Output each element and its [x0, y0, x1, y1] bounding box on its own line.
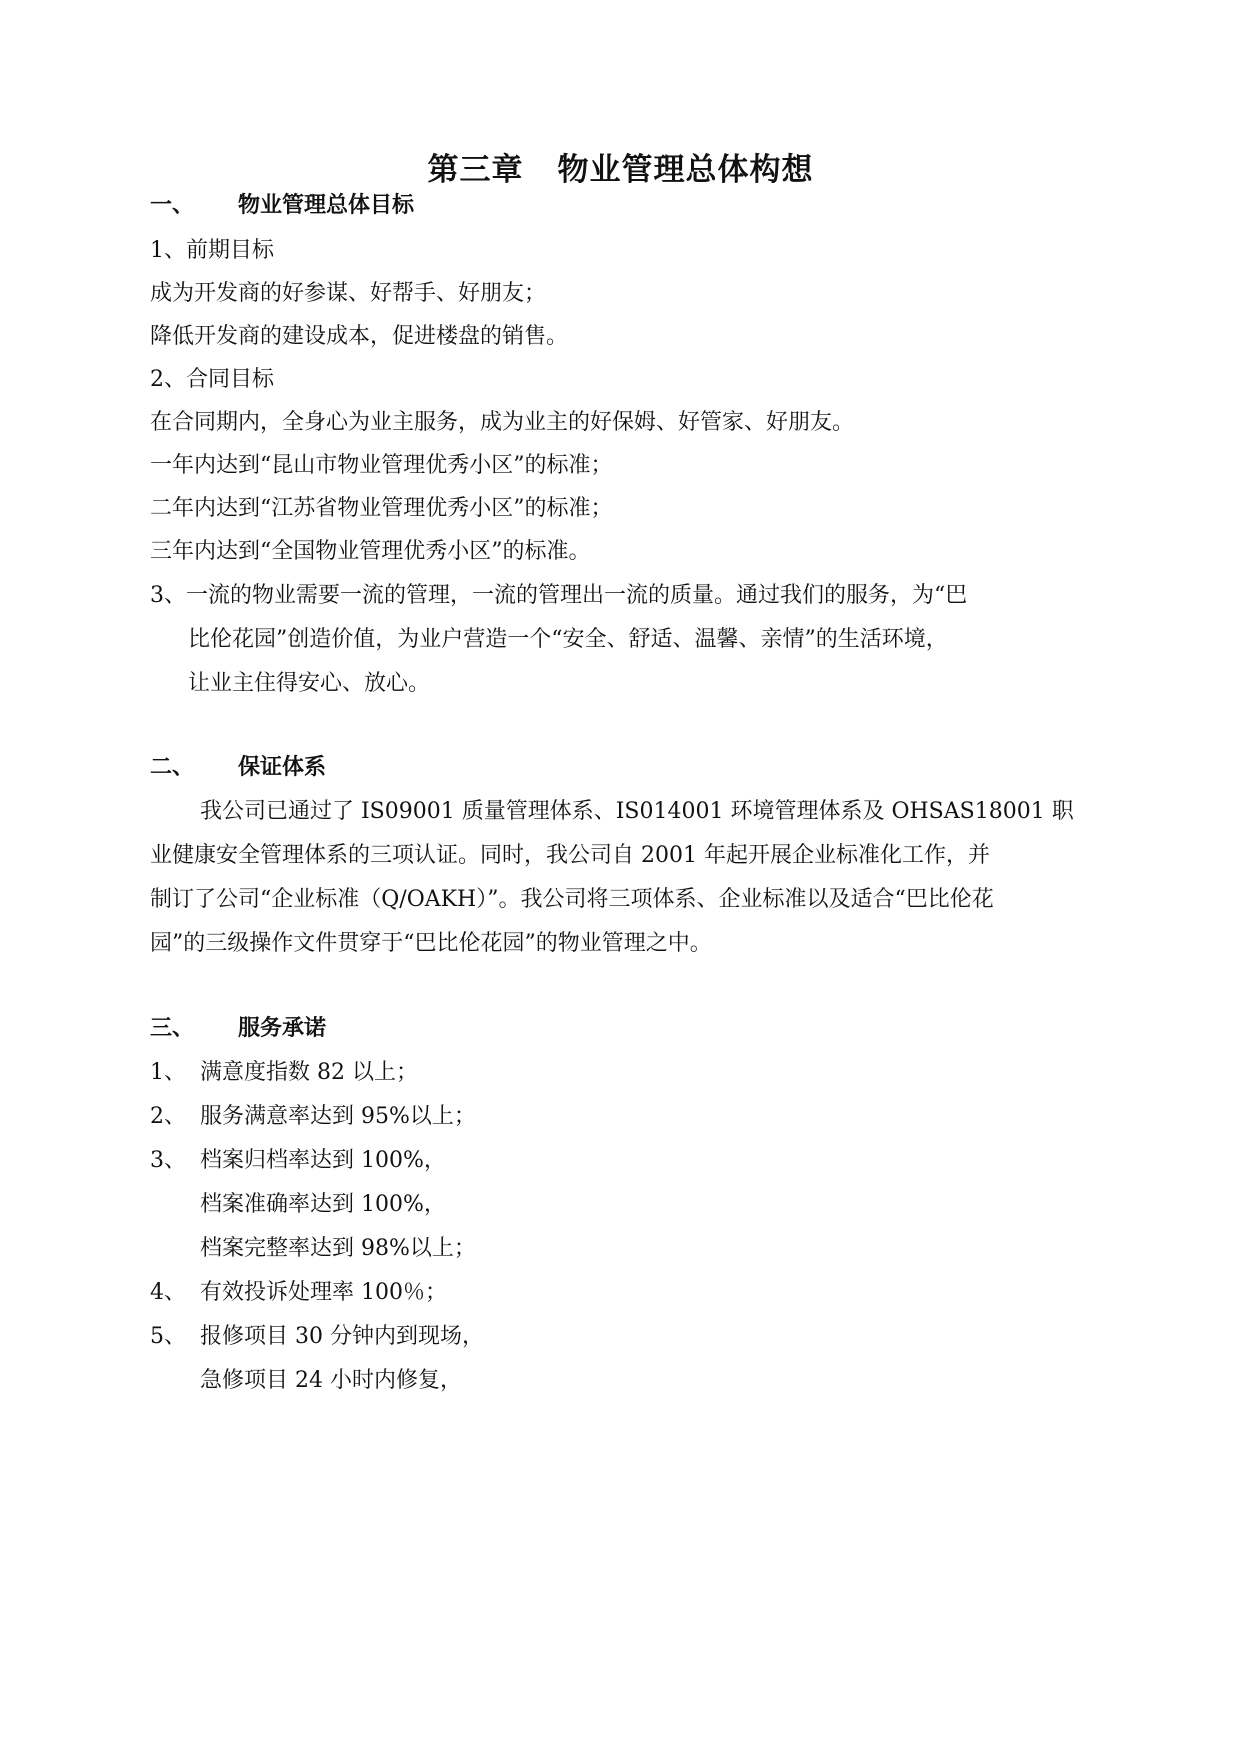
chapter-name: 物业管理总体构想	[557, 152, 814, 188]
paragraph-line: 成为开发商的好参谋、好帮手、好朋友；	[150, 281, 547, 306]
paragraph-line: 二年内达到“江苏省物业管理优秀小区”的标准；	[150, 496, 613, 521]
list-item: 1、 满意度指数 82 以上；	[150, 1060, 418, 1085]
paragraph-line: 让业主住得安心、放心。	[188, 671, 431, 696]
paragraph-line: 制订了公司“企业标准（Q/OAKH）”。我公司将三项体系、企业标准以及适合“巴比伦花	[150, 887, 994, 912]
paragraph-line: 2、合同目标	[150, 367, 274, 392]
paragraph-line: 降低开发商的建设成本，促进楼盘的销售。	[150, 324, 569, 349]
list-item: 急修项目 24 小时内修复，	[200, 1368, 462, 1393]
paragraph-line: 园”的三级操作文件贯穿于“巴比伦花园”的物业管理之中。	[150, 931, 712, 956]
paragraph-line: 业健康安全管理体系的三项认证。同时，我公司自 2001 年起开展企业标准化工作，并	[150, 843, 990, 868]
paragraph-line: 在合同期内，全身心为业主服务，成为业主的好保姆、好管家、好朋友。	[150, 410, 855, 435]
chapter-number: 第三章	[427, 152, 524, 188]
list-item: 4、 有效投诉处理率 100％；	[150, 1280, 447, 1305]
paragraph-line: 1、前期目标	[150, 238, 274, 263]
section-heading-1: 一、 物业管理总体目标	[150, 193, 415, 218]
chapter-title	[0, 148, 1241, 192]
list-item: 档案完整率达到 98%以上；	[200, 1236, 476, 1261]
list-item: 5、 报修项目 30 分钟内到现场，	[150, 1324, 484, 1349]
section-heading-3: 三、 服务承诺	[150, 1016, 327, 1041]
list-item: 2、 服务满意率达到 95%以上；	[150, 1104, 476, 1129]
paragraph-line: 我公司已通过了 IS09001 质量管理体系、IS014001 环境管理体系及 OHSAS18001 职	[200, 799, 1074, 824]
list-item: 档案准确率达到 100%，	[200, 1192, 446, 1217]
section-heading-2: 二、 保证体系	[150, 755, 327, 780]
paragraph-line: 3、一流的物业需要一流的管理，一流的管理出一流的质量。通过我们的服务，为“巴	[150, 583, 968, 608]
paragraph-line: 三年内达到“全国物业管理优秀小区”的标准。	[150, 539, 591, 564]
list-item: 3、 档案归档率达到 100%，	[150, 1148, 446, 1173]
paragraph-line: 比伦花园”创造价值，为业户营造一个“安全、舒适、温馨、亲情”的生活环境，	[188, 627, 948, 652]
paragraph-line: 一年内达到“昆山市物业管理优秀小区”的标准；	[150, 453, 613, 478]
